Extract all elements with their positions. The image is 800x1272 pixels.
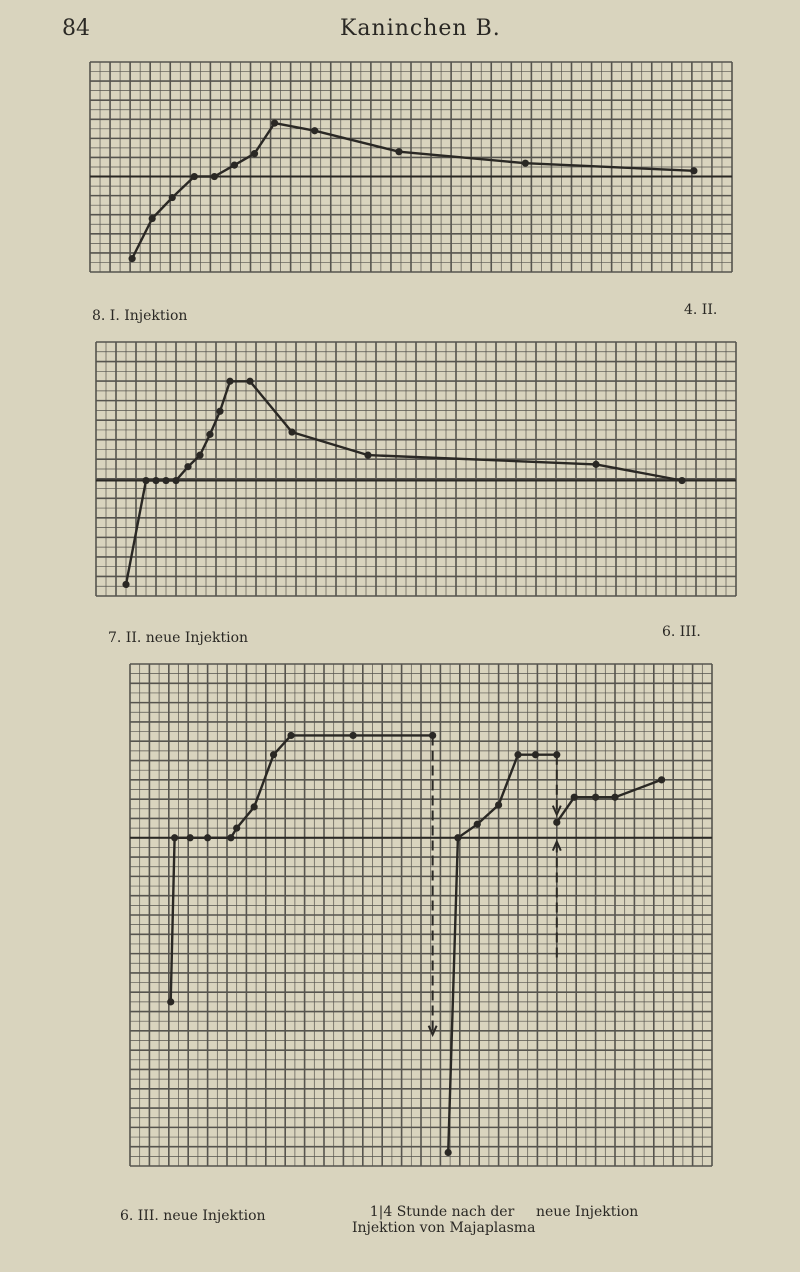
chart-3-data-point: [251, 803, 258, 810]
chart-3-data-point: [227, 834, 234, 841]
chart-2: [96, 342, 736, 596]
chart-1-data-point: [149, 215, 156, 222]
chart-2-data-point: [288, 428, 295, 435]
chart-2-data-point: [678, 477, 685, 484]
chart-2-data-point: [184, 463, 191, 470]
chart-3-caption-middle: [352, 1204, 536, 1236]
chart-3-data-point: [445, 1149, 452, 1156]
chart-1-data-point: [231, 161, 238, 168]
chart-3-data-point: [204, 834, 211, 841]
chart-1-data-point: [522, 160, 529, 167]
chart-2-data-point: [364, 452, 371, 459]
chart-1: [90, 62, 732, 272]
chart-2-data-point: [216, 408, 223, 415]
chart-1-caption-right: 4. II.: [684, 302, 718, 318]
chart-3-data-point: [270, 751, 277, 758]
chart-3-data-point: [167, 998, 174, 1005]
chart-3-data-point: [514, 751, 521, 758]
chart-2-data-point: [162, 477, 169, 484]
chart-1-data-point: [129, 255, 136, 262]
chart-2-data-point: [172, 477, 179, 484]
chart-2-grid: [96, 342, 736, 596]
chart-2-data-point: [196, 452, 203, 459]
chart-3-grid: [130, 664, 712, 1166]
chart-3-series-1-line: [171, 735, 433, 1002]
chart-2-data-point: [142, 477, 149, 484]
chart-3-caption-left: 6. III. neue Injektion: [120, 1208, 266, 1224]
chart-3-series-3-line: [557, 780, 662, 823]
chart-3-data-point: [553, 751, 560, 758]
chart-1-caption-left: 8. I. Injektion: [92, 308, 188, 324]
chart-2-data-point: [592, 461, 599, 468]
chart-1-data-point: [311, 127, 318, 134]
chart-1-data-point: [690, 167, 697, 174]
chart-3-data-point: [592, 794, 599, 801]
chart-3-data-point: [429, 732, 436, 739]
chart-2-caption-left: 7. II. neue Injektion: [108, 630, 249, 646]
chart-1-series-1-line: [132, 123, 694, 259]
chart-3-data-point: [233, 825, 240, 832]
chart-2-series-1-line: [126, 381, 682, 584]
chart-1-data-point: [251, 150, 258, 157]
chart-2-data-point: [122, 581, 129, 588]
chart-2-data-point: [246, 378, 253, 385]
chart-3-data-point: [611, 794, 618, 801]
chart-3-data-point: [287, 732, 294, 739]
chart-2-data-point: [226, 378, 233, 385]
chart-3: [130, 664, 712, 1166]
chart-3-caption-middle-line2: Injektion von Majaplasma: [352, 1220, 536, 1236]
chart-3-caption-right: neue Injektion: [536, 1204, 639, 1220]
chart-1-data-point: [271, 119, 278, 126]
chart-3-data-point: [571, 794, 578, 801]
chart-3-data-point: [187, 834, 194, 841]
chart-3-data-point: [350, 732, 357, 739]
chart-3-data-point: [553, 819, 560, 826]
page-title: Kaninchen B.: [340, 16, 501, 41]
chart-3-caption-middle-line1: 1|4 Stunde nach der: [369, 1204, 515, 1220]
chart-3-data-point: [454, 834, 461, 841]
chart-1-data-point: [395, 148, 402, 155]
chart-3-data-point: [171, 834, 178, 841]
chart-2-data-point: [152, 477, 159, 484]
chart-2-caption-right: 6. III.: [662, 624, 701, 640]
chart-3-data-point: [474, 821, 481, 828]
chart-3-data-point: [532, 751, 539, 758]
chart-1-data-point: [169, 194, 176, 201]
chart-1-data-point: [211, 173, 218, 180]
chart-2-data-point: [206, 431, 213, 438]
chart-3-data-point: [658, 776, 665, 783]
page-number: 84: [62, 16, 90, 41]
chart-3-data-point: [495, 801, 502, 808]
chart-1-data-point: [191, 173, 198, 180]
